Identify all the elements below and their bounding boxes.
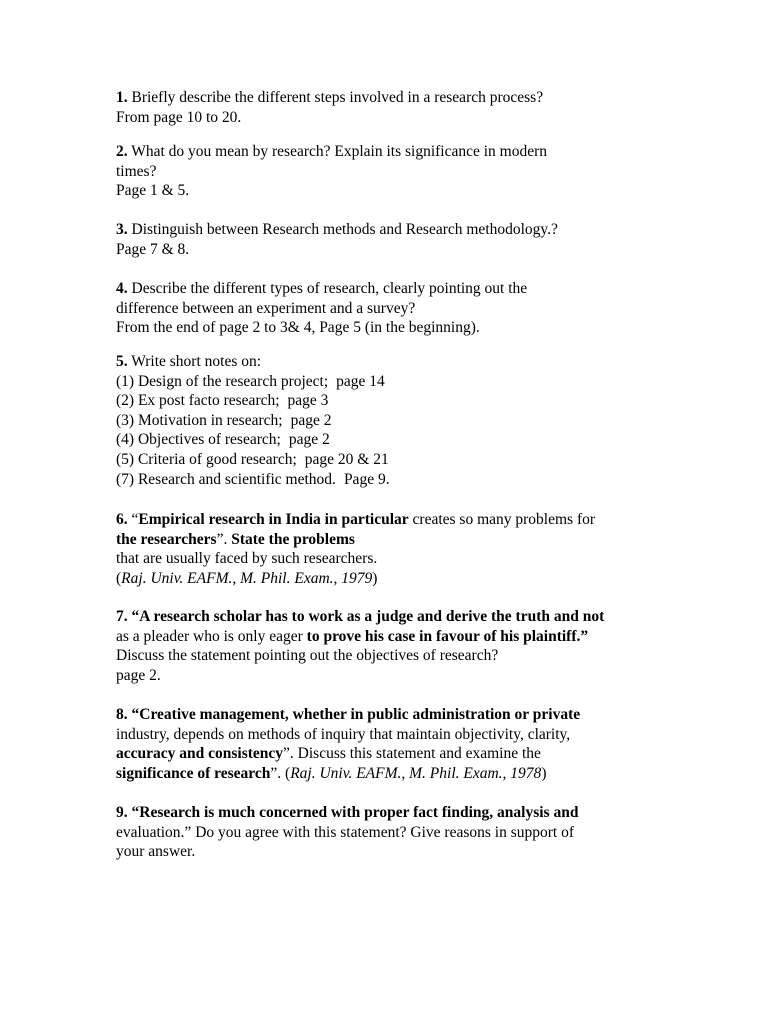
question-text: What do you mean by research? Explain its significance in modern [131,143,548,160]
page-reference: From the end of page 2 to 3& 4, Page 5 (in the beginning). [116,319,480,337]
page-reference: From page 10 to 20. [116,108,242,126]
bold-phrase: significance of research [116,764,271,782]
question-text: Write short notes on: [131,353,262,370]
note-page: page 2 [288,431,330,449]
note-label: (5) Criteria of good research; [116,450,297,468]
question-text: creates so many problems for [408,511,596,528]
question-text: ”. Discuss this statement and examine the [283,745,541,763]
note-item [116,470,656,490]
question-3-text-line [116,220,656,240]
question-1 [116,88,656,127]
question-text-continued: your answer. [116,843,196,861]
note-item [116,450,656,470]
question-text-continued [116,744,656,764]
bold-phrase: “Creative management, whether in public administration or private [131,706,581,723]
question-text: ”. [216,530,232,548]
question-number: 6. [116,511,128,528]
note-label: (7) Research and scientific method. [116,470,336,488]
question-9 [116,803,656,862]
question-text: Distinguish between Research methods and Research methodology.? [131,221,558,238]
question-7-text-line [116,607,656,627]
question-9-text-line [116,803,656,823]
question-text: Describe the different types of research, clearly pointing out the [131,280,528,297]
question-text: as a pleader who is only eager [116,627,307,645]
note-page: Page 9. [343,470,390,488]
question-text-continued: Discuss the statement pointing out the objectives of research? [116,647,499,665]
question-number: 2. [116,143,128,160]
exam-source [116,569,656,589]
note-item [116,391,656,411]
bold-phrase: accuracy and consistency [116,745,284,763]
question-text-continued [116,627,656,647]
question-text: Briefly describe the different steps involved in a research process? [131,89,544,106]
page-reference: Page 7 & 8. [116,240,190,258]
note-label: (3) Motivation in research; [116,411,283,429]
note-label: (1) Design of the research project; [116,372,329,390]
note-label: (4) Objectives of research; [116,431,281,449]
question-number: 9. [116,804,128,821]
question-text-continued: that are usually faced by such researchers. [116,550,378,568]
note-page: page 2 [290,411,332,429]
bold-phrase: State the problems [231,530,355,548]
question-text: ”. ( [270,764,291,782]
note-page: page 20 & 21 [304,450,389,468]
page-reference: page 2. [116,666,161,684]
source-paren: ) [372,569,378,587]
source-citation: Raj. Univ. EAFM., M. Phil. Exam., 1978 [290,764,542,782]
question-1-text-line [116,88,656,108]
page-reference: Page 1 & 5. [116,182,190,200]
question-6 [116,510,656,588]
question-8 [116,705,656,783]
question-text-continued: difference between an experiment and a survey? [116,299,416,317]
question-5-text-line [116,352,656,372]
bold-phrase: the researchers [116,530,217,548]
question-number: 4. [116,280,128,297]
question-4-text-line [116,279,656,299]
question-number: 8. [116,706,128,723]
note-item [116,430,656,450]
note-page: page 14 [336,372,385,390]
question-number: 5. [116,353,128,370]
source-paren: ) [541,764,547,782]
bold-phrase: to prove his case in favour of his plaintiff.” [306,627,589,645]
question-text-continued: evaluation.” Do you agree with this statement? Give reasons in support of [116,823,574,841]
note-item [116,411,656,431]
question-2 [116,142,656,201]
question-8-text-line [116,705,656,725]
source-citation: Raj. Univ. EAFM., M. Phil. Exam., 1979 [121,569,373,587]
question-text-continued [116,764,656,784]
question-5 [116,352,656,489]
bold-phrase: “A research scholar has to work as a judge and derive the truth and not [131,608,605,625]
note-label: (2) Ex post facto research; [116,392,280,410]
note-item [116,372,656,392]
question-4 [116,279,656,338]
question-text-continued [116,530,656,550]
open-quote: “ [131,511,139,528]
question-text-continued: industry, depends on methods of inquiry that maintain objectivity, clarity, [116,725,571,743]
question-number: 1. [116,89,128,106]
question-3 [116,220,656,259]
question-7 [116,607,656,685]
note-page: page 3 [287,392,329,410]
source-paren: ( [116,569,122,587]
bold-phrase: Empirical research in India in particular [138,511,409,528]
bold-phrase: “Research is much concerned with proper fact finding, analysis and [131,804,579,821]
question-text-continued: times? [116,162,157,180]
question-2-text-line [116,142,656,162]
question-6-text-line [116,510,656,530]
question-number: 3. [116,221,128,238]
question-number: 7. [116,608,128,625]
